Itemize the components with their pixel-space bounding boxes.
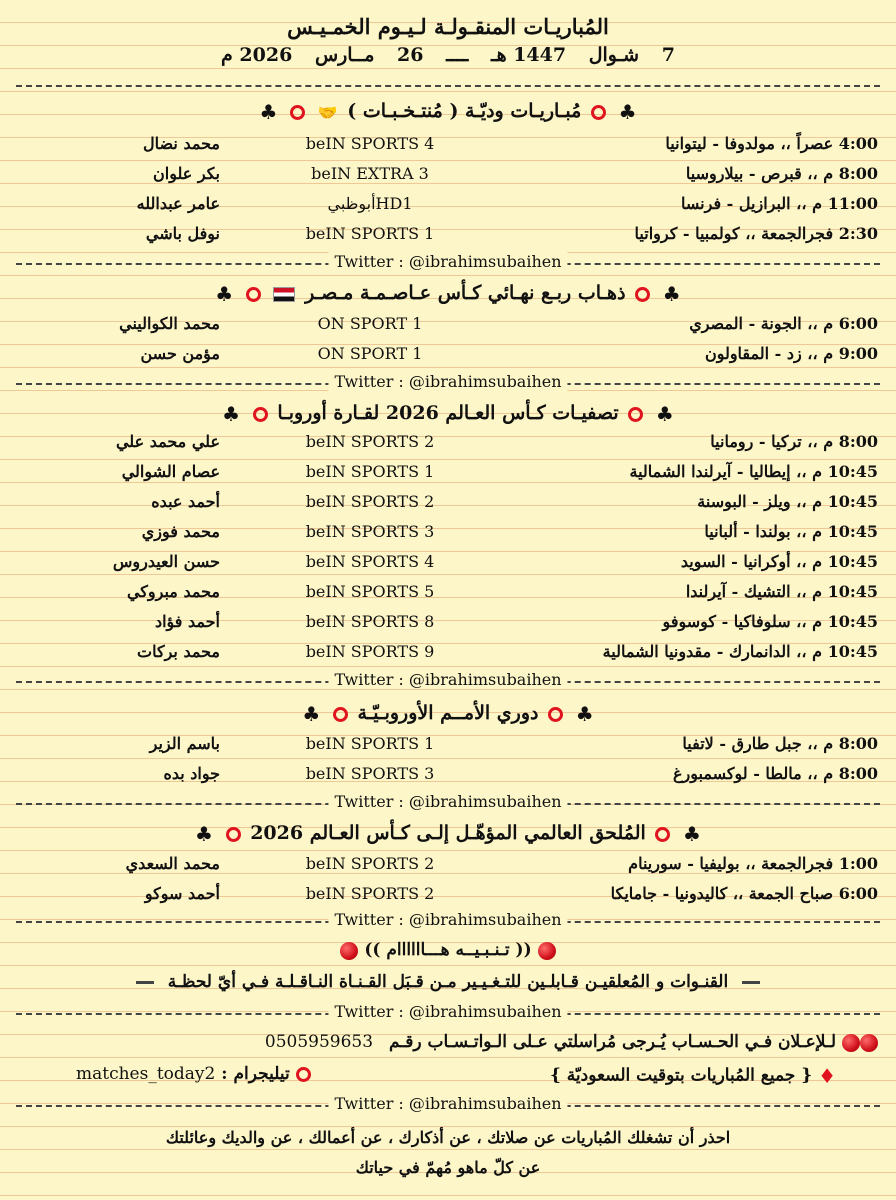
club-icon: ♣	[655, 402, 674, 426]
match-channel: beIN SPORTS 4	[305, 134, 435, 153]
red-ring-icon	[246, 287, 261, 302]
twitter-separator	[16, 1004, 880, 1022]
match-row	[0, 612, 896, 638]
match-row	[0, 522, 896, 548]
notice-body-line	[0, 972, 896, 992]
match-commentator: حسن العيدروس	[112, 552, 220, 571]
match-time: 10:45	[827, 612, 878, 631]
match-row	[0, 194, 896, 220]
match-row	[0, 492, 896, 518]
match-teams: م ،، بولندا - ألبانيا	[704, 522, 822, 541]
match-info	[689, 314, 878, 333]
timezone-line	[550, 1064, 836, 1088]
match-teams: فجرالجمعة ،، كولمبيا - كرواتيا	[634, 224, 834, 243]
match-info	[673, 764, 878, 783]
twitter-separator	[16, 912, 880, 930]
match-commentator: عامر عبدالله	[136, 194, 220, 213]
match-channel: ON SPORT 1	[317, 344, 423, 363]
match-time: 9:00	[838, 344, 878, 363]
red-ring-icon	[635, 287, 650, 302]
match-commentator: نوفل باشي	[145, 224, 220, 243]
date-hijri-month: شـوال	[588, 44, 640, 66]
match-commentator: أحمد فؤاد	[154, 612, 220, 631]
match-channel: beIN SPORTS 1	[305, 734, 435, 753]
match-teams: م ،، إيطاليا - آيرلندا الشمالية	[629, 462, 822, 481]
match-row	[0, 224, 896, 250]
section-title: مُبـاريـات وديّـة ( مُنتـخـبـات )	[347, 100, 582, 122]
dash-icon	[136, 981, 154, 984]
club-icon: ♣	[259, 100, 278, 124]
section-header-playoff	[0, 822, 896, 846]
match-row	[0, 854, 896, 880]
match-channel: beIN SPORTS 5	[305, 582, 435, 601]
match-time: 10:45	[827, 522, 878, 541]
date-hijri-year: 1447 هـ	[491, 44, 567, 66]
notice-title-line	[0, 940, 896, 960]
club-icon: ♣	[662, 282, 681, 306]
section-title: دوري الأمــم الأوروبـيّـة	[357, 702, 539, 724]
match-row	[0, 314, 896, 340]
match-commentator: محمد السعدي	[125, 854, 220, 873]
red-dot-icon	[538, 942, 556, 960]
match-row	[0, 432, 896, 458]
match-commentator: محمد بركات	[137, 642, 220, 661]
match-teams: م ،، قبرص - بيلاروسيا	[685, 164, 834, 183]
match-channel: beIN SPORTS 3	[305, 522, 435, 541]
red-ring-icon	[333, 707, 348, 722]
match-time: 6:00	[838, 314, 878, 333]
handshake-icon: 🤝	[317, 102, 338, 122]
club-icon: ♣	[222, 402, 241, 426]
match-info	[704, 522, 878, 541]
match-commentator: بكر علوان	[153, 164, 220, 183]
ad-text: لـلإعـلان فـي الحـسـاب يُـرجى مُراسلتي عـلى الـواتـسـاب رقـم	[388, 1032, 837, 1052]
match-commentator: محمد مبروكي	[126, 582, 220, 601]
twitter-separator	[16, 1096, 880, 1114]
match-commentator: أحمد عبده	[151, 492, 220, 511]
date-sep: ــــ	[446, 44, 469, 66]
twitter-separator	[16, 374, 880, 392]
ad-line	[265, 1032, 878, 1052]
match-time: 8:00	[838, 764, 878, 783]
match-info	[663, 612, 878, 631]
match-commentator: أحمد سوكو	[144, 884, 220, 903]
match-row	[0, 164, 896, 190]
match-info	[686, 164, 878, 183]
section-title: ذهـاب ربـع نهـائي كـأس عـاصـمـة مـصـر	[305, 282, 626, 304]
timezone-note: { جميع المُباريات بتوقيت السعوديّة }	[549, 1065, 813, 1086]
section-header-friendlies	[0, 100, 896, 124]
match-teams: عصراً ،، مولدوفا - ليتوانيا	[665, 134, 834, 153]
red-ring-icon	[290, 105, 305, 120]
match-channel: beIN SPORTS 4	[305, 552, 435, 571]
red-ring-icon	[628, 407, 643, 422]
match-commentator: محمد نضال	[143, 134, 220, 153]
match-time: 4:00	[838, 134, 878, 153]
match-time: 8:00	[838, 164, 878, 183]
twitter-handle: Twitter : @ibrahimsubaihen	[328, 792, 567, 811]
match-commentator: محمد فوزي	[141, 522, 220, 541]
section-header-nations-league	[0, 702, 896, 726]
match-teams: م ،، الدانمارك - مقدونيا الشمالية	[602, 642, 822, 661]
match-channel: beIN SPORTS 9	[305, 642, 435, 661]
notice-body: القنـوات و المُعلقيـن قـابلـين للتـغـيـير مـن قـبَل القـنـاة النـاقـلـة فـي أيّ لحظـة	[167, 972, 729, 992]
club-icon: ♣	[575, 702, 594, 726]
match-teams: فجرالجمعة ،، بوليفيا - سورينام	[628, 854, 834, 873]
match-teams: م ،، البرازيل - فرنسا	[681, 194, 822, 213]
twitter-separator	[16, 794, 880, 812]
match-row	[0, 764, 896, 790]
red-ring-icon	[253, 407, 268, 422]
date-greg-day: 26	[397, 44, 424, 66]
twitter-separator	[16, 254, 880, 272]
red-dot-icon	[860, 1034, 878, 1052]
notice-title: (( تـنـبـيــه هـــاااااام ))	[364, 940, 532, 960]
match-commentator: علي محمد علي	[115, 432, 220, 451]
match-info	[628, 854, 878, 873]
date-line	[0, 44, 896, 66]
match-channel: beIN SPORTS 3	[305, 764, 435, 783]
match-info	[705, 344, 878, 363]
section-title: تصفيـات كـأس العـالم 2026 لقـارة أوروبـا	[277, 402, 619, 424]
club-icon: ♣	[683, 822, 701, 846]
match-teams: م ،، ويلز - البوسنة	[697, 492, 822, 511]
match-time: 1:00	[838, 854, 878, 873]
red-ring-icon	[591, 105, 606, 120]
twitter-handle: Twitter : @ibrahimsubaihen	[328, 252, 567, 271]
match-time: 10:45	[827, 552, 878, 571]
egypt-flag-icon	[273, 287, 295, 302]
match-info	[710, 432, 878, 451]
twitter-handle: Twitter : @ibrahimsubaihen	[328, 670, 567, 689]
match-commentator: عصام الشوالي	[121, 462, 220, 481]
match-info	[681, 194, 878, 213]
red-ring-icon	[548, 707, 563, 722]
match-info	[682, 734, 878, 753]
telegram-label: تيليجرام :	[221, 1064, 290, 1084]
footer-line-2: عن كلّ ماهو مُهمّ في حياتك	[355, 1158, 541, 1177]
match-teams: م ،، زد - المقاولون	[704, 344, 834, 363]
match-row	[0, 734, 896, 760]
match-time: 6:00	[838, 884, 878, 903]
date-greg-month: مــارس	[314, 44, 375, 66]
match-channel: beIN SPORTS 1	[305, 224, 435, 243]
red-ring-icon	[226, 827, 241, 842]
twitter-handle: Twitter : @ibrahimsubaihen	[328, 372, 567, 391]
match-teams: م ،، جبل طارق - لاتفيا	[682, 734, 834, 753]
match-info	[630, 462, 879, 481]
section-header-wc-qualifiers	[0, 402, 896, 426]
match-channel: beIN SPORTS 2	[305, 492, 435, 511]
match-info	[686, 582, 878, 601]
match-row	[0, 642, 896, 668]
match-commentator: مؤمن حسن	[140, 344, 220, 363]
section-title: المُلحق العالمي المؤهّـل إلـى كـأس العـالم 2026	[250, 822, 646, 844]
match-info	[611, 884, 878, 903]
footer-line-1: احذر أن تشغلك المُباريات عن صلاتك ، عن أذكارك ، عن أعمالك ، عن والديك وعائلتك	[165, 1128, 731, 1147]
match-channel: beIN SPORTS 2	[305, 854, 435, 873]
match-time: 8:00	[838, 734, 878, 753]
telegram-handle[interactable]: matches_today2	[76, 1064, 216, 1084]
match-teams: م ،، مالطا - لوكسمبورغ	[672, 764, 834, 783]
match-info	[603, 642, 878, 661]
match-row	[0, 884, 896, 910]
match-time: 10:45	[827, 582, 878, 601]
date-greg-year: 2026 م	[221, 44, 293, 66]
date-day: 7	[661, 44, 675, 66]
match-row	[0, 552, 896, 578]
match-teams: م ،، التشيك - آيرلندا	[685, 582, 822, 601]
telegram-line	[76, 1064, 311, 1084]
match-commentator: محمد الكواليني	[119, 314, 220, 333]
match-channel: beIN SPORTS 8	[305, 612, 435, 631]
section-header-egypt-cup	[0, 282, 896, 306]
match-teams: م ،، الجونة - المصري	[689, 314, 834, 333]
match-time: 8:00	[838, 432, 878, 451]
match-time: 10:45	[827, 462, 878, 481]
club-icon: ♣	[302, 702, 321, 726]
match-channel: ON SPORT 1	[317, 314, 423, 333]
match-info	[697, 492, 878, 511]
red-ring-icon	[296, 1067, 311, 1082]
match-channel: beIN SPORTS 1	[305, 462, 435, 481]
twitter-handle: Twitter : @ibrahimsubaihen	[328, 910, 567, 929]
twitter-handle: Twitter : @ibrahimsubaihen	[328, 1002, 567, 1021]
twitter-separator	[16, 672, 880, 690]
dash-icon	[742, 981, 760, 984]
match-commentator: جواد بده	[163, 764, 220, 783]
ad-phone[interactable]: 0505959653	[264, 1032, 374, 1052]
match-teams: صباح الجمعة ،، كاليدونيا - جامايكا	[610, 884, 834, 903]
match-info	[665, 134, 878, 153]
club-icon: ♣	[215, 282, 234, 306]
red-dot-icon	[340, 942, 358, 960]
match-commentator: باسم الزير	[149, 734, 220, 753]
club-icon: ♣	[618, 100, 637, 124]
page-title: المُباريـات المنقـولـة لـيـوم الخمـيـس	[287, 14, 609, 39]
match-row	[0, 582, 896, 608]
red-ring-icon	[655, 827, 670, 842]
red-dot-icon	[842, 1034, 860, 1052]
match-time: 10:45	[827, 642, 878, 661]
match-row	[0, 134, 896, 160]
match-time: 11:00	[827, 194, 878, 213]
match-time: 10:45	[827, 492, 878, 511]
match-channel: beIN SPORTS 2	[305, 432, 435, 451]
match-info	[635, 224, 878, 243]
match-row	[0, 344, 896, 370]
match-channel: beIN EXTRA 3	[311, 164, 429, 183]
match-info	[681, 552, 878, 571]
match-row	[0, 462, 896, 488]
separator	[16, 76, 880, 94]
diamond-icon: ♦	[818, 1064, 836, 1088]
match-channel: beIN SPORTS 2	[305, 884, 435, 903]
match-teams: م ،، أوكرانيا - السويد	[680, 552, 822, 571]
match-teams: م ،، تركيا - رومانيا	[710, 432, 834, 451]
club-icon: ♣	[195, 822, 213, 846]
match-channel: أبوظبيHD1	[327, 194, 413, 213]
match-teams: م ،، سلوفاكيا - كوسوفو	[662, 612, 822, 631]
match-time: 2:30	[838, 224, 878, 243]
twitter-handle: Twitter : @ibrahimsubaihen	[328, 1094, 567, 1113]
